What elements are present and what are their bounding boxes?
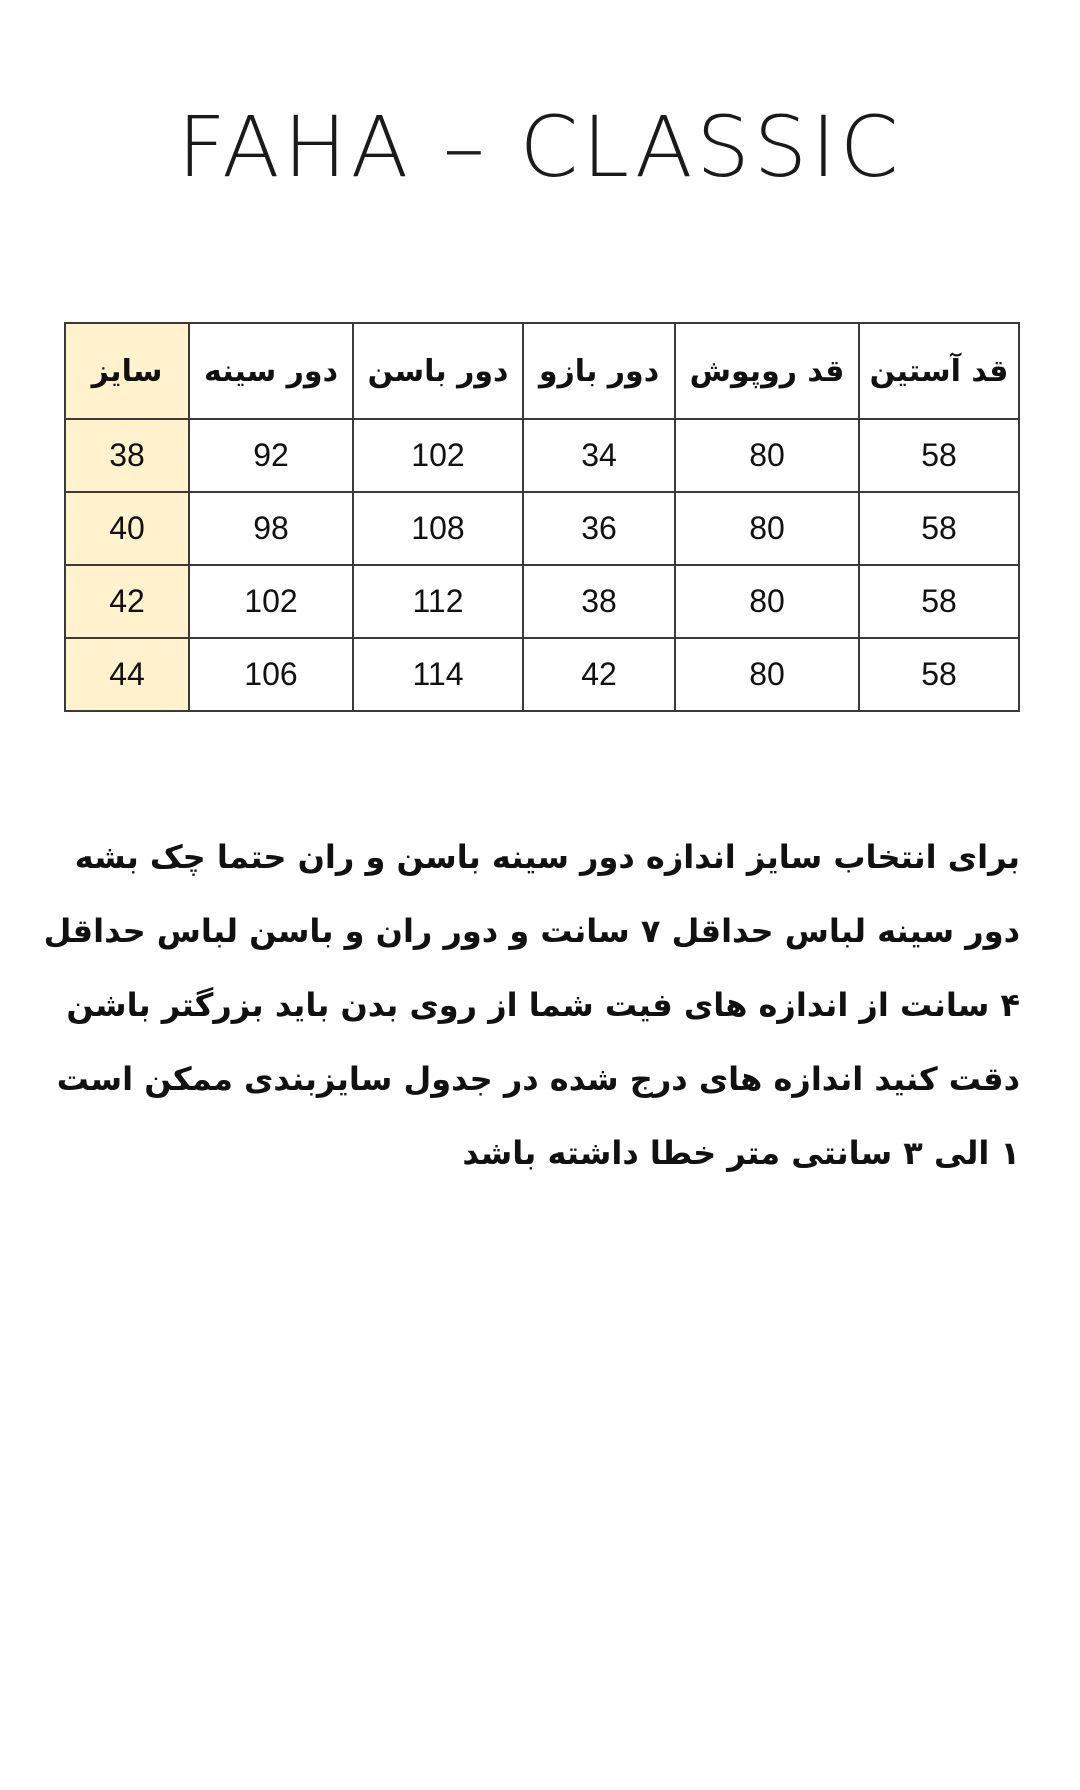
cell-bust: 92 [189,419,353,492]
table-row [65,638,1019,711]
header-bust: دور سینه [189,323,353,419]
cell-bust: 102 [189,565,353,638]
cell-sleeve-length: 58 [859,492,1019,565]
header-arm: دور بازو [523,323,675,419]
cell-hip: 114 [353,638,523,711]
note-line: دور سینه لباس حداقل ۷ سانت و دور ران و باسن لباس حداقل [43,912,1020,950]
cell-sleeve-length: 58 [859,419,1019,492]
note-line: ۴ سانت از اندازه های فیت شما از روی بدن باید بزرگتر باشن [66,986,1020,1024]
cell-coat-length: 80 [675,565,859,638]
note-line: دقت کنید اندازه های درج شده در جدول سایزبندی ممکن است [56,1060,1020,1098]
size-notes [43,820,1020,1190]
table-header-row [65,323,1019,419]
cell-sleeve-length: 58 [859,638,1019,711]
size-chart-table [64,322,1020,712]
header-hip: دور باسن [353,323,523,419]
header-size: سایز [65,323,189,419]
header-sleeve-length: قد آستین [859,323,1019,419]
header-coat-length: قد روپوش [675,323,859,419]
cell-size: 40 [65,492,189,565]
cell-coat-length: 80 [675,492,859,565]
cell-arm: 34 [523,419,675,492]
page-title: FAHA – CLASSIC [177,98,903,196]
cell-hip: 112 [353,565,523,638]
cell-bust: 106 [189,638,353,711]
cell-bust: 98 [189,492,353,565]
cell-size: 42 [65,565,189,638]
cell-arm: 36 [523,492,675,565]
table-row [65,419,1019,492]
note-line: ۱ الی ۳ سانتی متر خطا داشته باشد [462,1134,1020,1172]
cell-coat-length: 80 [675,638,859,711]
cell-arm: 38 [523,565,675,638]
cell-hip: 108 [353,492,523,565]
cell-size: 44 [65,638,189,711]
table-row [65,492,1019,565]
table-row [65,565,1019,638]
cell-coat-length: 80 [675,419,859,492]
note-line: برای انتخاب سایز اندازه دور سینه باسن و ران حتما چک بشه [74,838,1020,876]
cell-size: 38 [65,419,189,492]
cell-hip: 102 [353,419,523,492]
cell-arm: 42 [523,638,675,711]
cell-sleeve-length: 58 [859,565,1019,638]
